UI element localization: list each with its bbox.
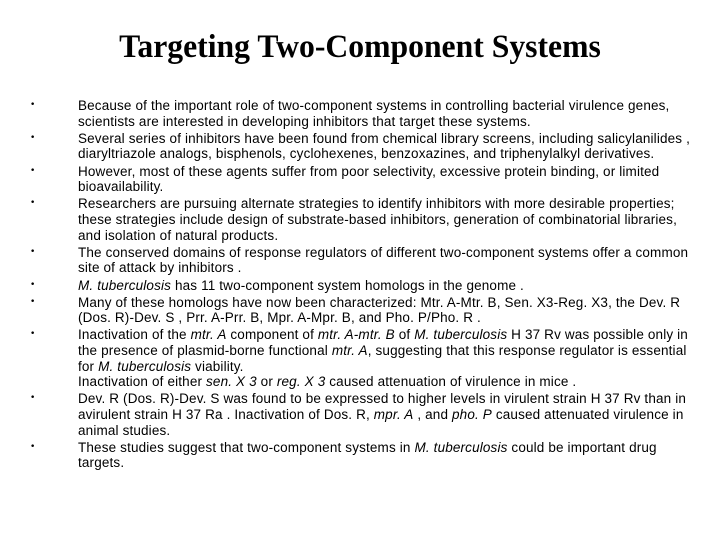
bullet-icon: •: [30, 393, 36, 404]
bullet-text: Because of the important role of two-component systems in controlling bacterial virulence genes, scientists are interested in developing inhibitors that target these systems.: [78, 98, 670, 129]
gene-name: reg. X 3: [276, 374, 326, 390]
organism-name: M. tuberculosis: [414, 327, 508, 343]
gene-name: pho. P: [452, 407, 492, 423]
bullet-text: Inactivation of the: [78, 327, 191, 343]
gene-name: mtr. A-mtr. B: [317, 327, 395, 343]
bullet-text: caused attenuation of virulence in mice .: [325, 374, 577, 390]
bullet-item: [30, 196, 690, 243]
bullet-icon: •: [30, 100, 36, 110]
bullet-text: of: [394, 327, 415, 343]
bullet-text: H 37 Rv was possible only in the presence of plasmid-borne functional: [78, 327, 688, 359]
bullet-icon: •: [30, 279, 36, 290]
bullet-text: The conserved domains of response regulators of different two-component systems offer a common site of attack by inhibitors .: [78, 244, 689, 276]
gene-name: mtr. A: [190, 327, 227, 343]
bullet-item: [30, 440, 690, 471]
gene-name: mpr. A: [373, 407, 414, 423]
bullet-icon: •: [30, 198, 36, 209]
bullet-icon: •: [30, 132, 36, 143]
slide-title: Targeting Two-Component Systems: [119, 29, 601, 65]
bullet-item: [30, 164, 690, 195]
bullet-item: [30, 278, 690, 294]
gene-name: sen. X 3: [206, 374, 257, 390]
bullet-icon: •: [30, 165, 36, 176]
organism-name: M. tuberculosis: [78, 277, 172, 293]
bullet-item: [30, 295, 690, 326]
bullet-item: [30, 131, 690, 162]
bullet-text: However, most of these agents suffer from poor selectivity, excessive protein binding, or limited bioavailability.: [78, 163, 660, 195]
bullet-text: Many of these homologs have now been characterized: Mtr. A-Mtr. B, Sen. X3-Reg. X3, the Dev. R (Dos. R)-Dev. S , Prr. A-Prr. B, Mpr. A-Mpr. B, and Pho. P/Pho. R .: [78, 294, 681, 326]
bullet-text: , and: [413, 407, 453, 423]
bullet-text: caused attenuated virulence in animal studies.: [78, 407, 684, 438]
bullet-icon: •: [30, 329, 36, 340]
bullet-icon: •: [30, 441, 36, 452]
bullet-text: Inactivation of either: [78, 374, 207, 390]
bullet-text: has 11 two-component system homologs in the genome .: [171, 277, 524, 293]
bullet-text: , suggesting that this response regulator is essential for: [78, 343, 687, 374]
bullet-text: or: [256, 374, 277, 390]
gene-name: mtr. A: [331, 343, 368, 359]
bullet-text: Several series of inhibitors have been found from chemical library screens, including salicylanilides , diaryltriazole analogs, bisphenols, cyclohexenes, benzoxazines, and triphenylalkyl derivatives.: [78, 130, 690, 162]
bullet-item: [30, 391, 690, 438]
bullet-text: component of: [226, 327, 318, 343]
bullet-text: Dev. R (Dos. R)-Dev. S was found to be expressed to higher levels in virulent strain H 37 Rv than in avirulent strain H 37 Ra . Inactivation of Dos. R,: [78, 391, 687, 423]
bullet-list: [30, 98, 690, 473]
organism-name: M. tuberculosis: [414, 439, 508, 455]
bullet-icon: •: [30, 246, 36, 257]
bullet-icon: •: [30, 296, 36, 307]
bullet-text: could be important drug targets.: [78, 439, 657, 471]
bullet-text: Researchers are pursuing alternate strategies to identify inhibitors with more desirable properties; these strategies include design of substrate-based inhibitors, generation of combinatorial libraries, and isolation of natural products.: [78, 196, 677, 243]
bullet-text: viability.: [191, 358, 244, 374]
bullet-continuation: [78, 374, 690, 390]
bullet-text: These studies suggest that two-component systems in: [78, 439, 415, 455]
bullet-item: [30, 245, 690, 276]
bullet-item: [30, 327, 690, 389]
bullet-item: [30, 98, 690, 129]
organism-name: M. tuberculosis: [98, 358, 192, 374]
